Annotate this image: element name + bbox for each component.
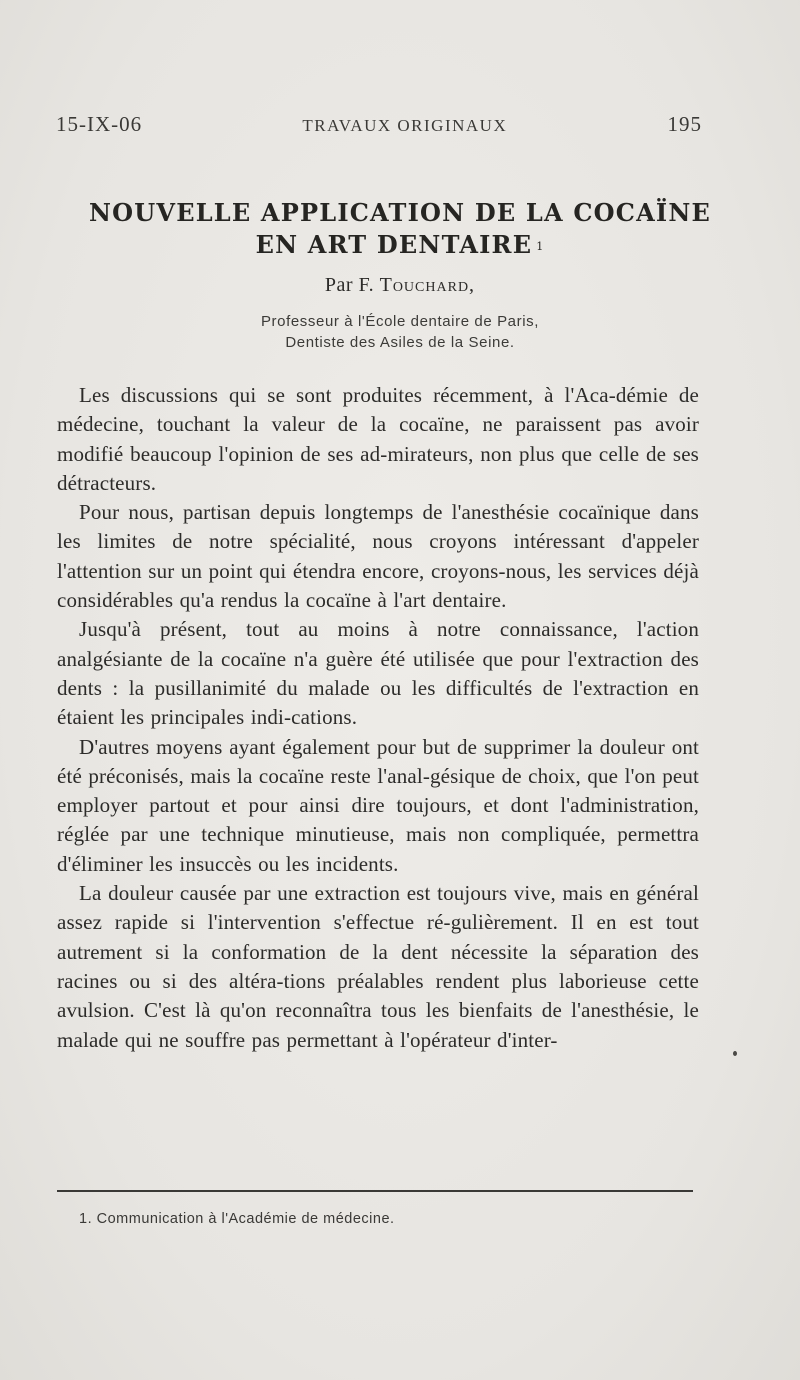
ink-speck [733, 1051, 737, 1056]
article-title-line-1: NOUVELLE APPLICATION DE LA COCAÏNE [89, 198, 711, 227]
article-body [57, 381, 699, 1055]
paragraph: Les discussions qui se sont produites récemment, à l'Aca-démie de médecine, touchant la valeur de la cocaïne, ne paraissent pas avoir modifié beaucoup l'opinion de ses ad-mirateurs, non plus que celle de ses détracteurs. [57, 383, 699, 495]
paragraph: La douleur causée par une extraction est toujours vive, mais en général assez rapide si l'intervention s'effectue ré-gulièrement. Il en est tout autrement si la conformation de la dent nécessite la séparation des racines ou si des altéra-tions préalables rendent plus laborieuse cette avulsion. C'est là qu'on reconnaîtra tous les bienfaits de l'anesthésie, le malade qui ne souffre pas permettant à l'opérateur d'inter- [57, 881, 699, 1052]
article-title [40, 197, 760, 261]
article-title-line-2 [40, 229, 760, 261]
footnote-mark: 1 [536, 240, 545, 253]
byline-prefix: Par F. [324, 274, 375, 296]
paragraph: Jusqu'à présent, tout au moins à notre connaissance, l'action analgésiante de la cocaïne n'a guère été utilisée que pour l'extraction des dents : la pusillanimité du malade ou les difficultés de l'extraction en étaient les principales indi-cations. [57, 617, 699, 730]
author-byline [0, 274, 800, 297]
affiliation-line-2: Dentiste des Asiles de la Seine. [285, 334, 515, 351]
footnote-rule [57, 1190, 693, 1192]
author-affiliation [0, 311, 800, 353]
article-title-line-2-text: EN ART DENTAIRE [255, 230, 533, 259]
paragraph: D'autres moyens ayant également pour but de supprimer la douleur ont été préconisés, mais la cocaïne reste l'anal-gésique de choix, que l'on peut employer partout et pour ainsi dire toujours, et dont l'administration, réglée par une technique minutieuse, mais non compliquée, permettra d'éliminer les insuccès ou les incidents. [57, 734, 699, 876]
issue-date: 15-IX-06 [56, 112, 143, 136]
footnote: 1. Communication à l'Académie de médecine. [79, 1211, 395, 1227]
section-title: TRAVAUX ORIGINAUX [302, 116, 508, 135]
author-name: Touchard, [379, 274, 476, 296]
affiliation-line-1: Professeur à l'École dentaire de Paris, [260, 313, 540, 330]
page-number: 195 [667, 112, 702, 136]
running-head [56, 112, 702, 137]
paragraph: Pour nous, partisan depuis longtemps de l'anesthésie cocaïnique dans les limites de notre spécialité, nous croyons intéressant d'appeler l'attention sur un point qui étendra encore, croyons-nous, les services déjà considérables qu'a rendus la cocaïne à l'art dentaire. [57, 500, 699, 613]
